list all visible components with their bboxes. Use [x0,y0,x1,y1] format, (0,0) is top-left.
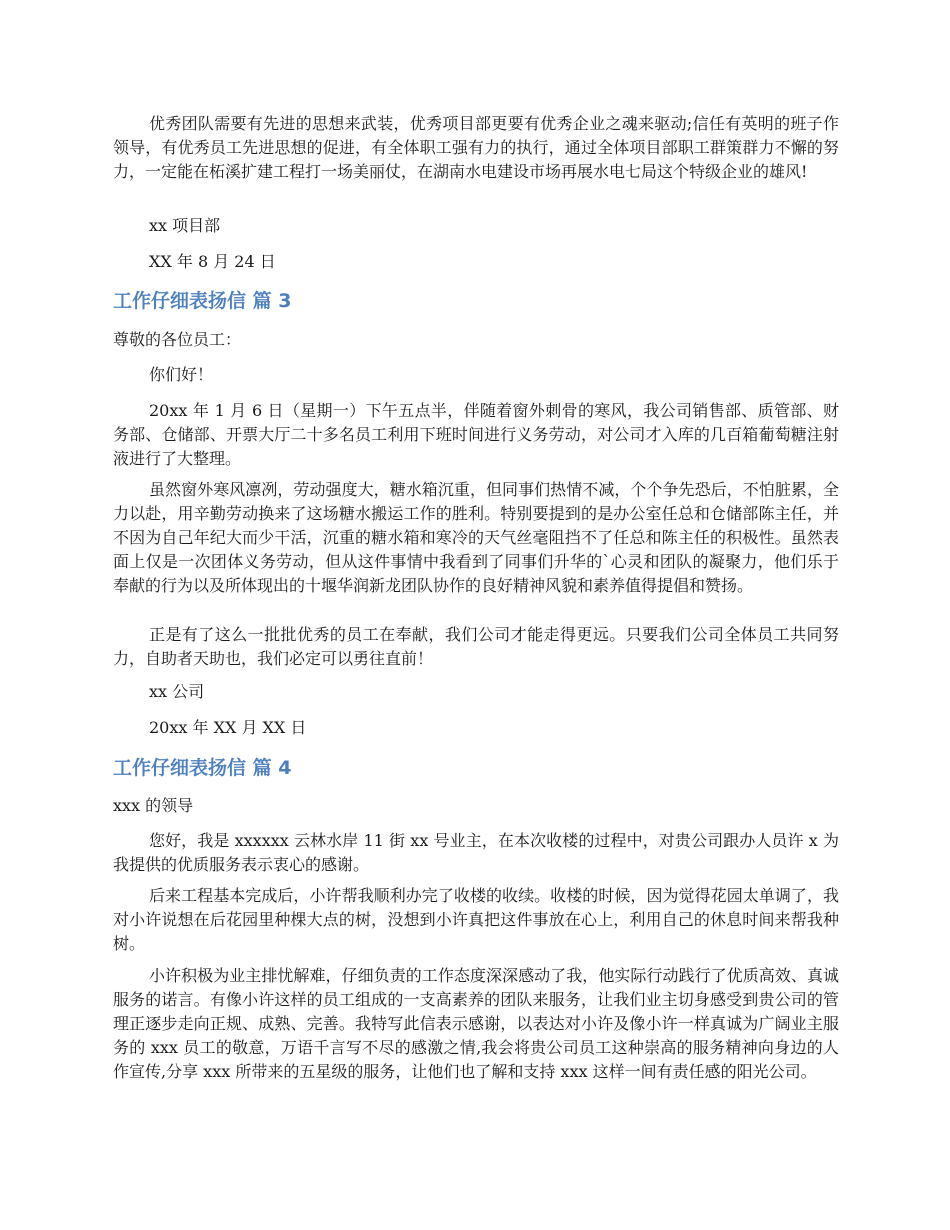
greeting [113,794,839,818]
signature-company: xx 公司 [149,682,205,701]
section-title: 工作仔细表扬信 篇 4 [113,757,292,779]
body-paragraph: 20xx 年 1 月 6 日（星期一）下午五点半，伴随着窗外刺骨的寒风，我公司销售部、质管部、财务部、仓储部、开票大厅二十多名员工利用下班时间进行义务劳动，对公司才入库的几百箱葡萄糖注射液进行了大整理。 [113,401,839,468]
section-title: 工作仔细表扬信 篇 3 [113,290,292,312]
body-paragraph: 小许积极为业主排忧解难，仔细负责的工作态度深深感动了我，他实际行动践行了优质高效、真诚服务的诺言。有像小许这样的员工组成的一支高素养的团队来服务，让我们业主切身感受到贵公司的管理正逐步走向正规、成熟、完善。我特写此信表示感谢，以表达对小许及像小许一样真诚为广阔业主服务的 xxx 员工的敬意，万语千言写不尽的感激之情,我会将贵公司员工这种崇高的服务精神向身边的人作宣传,分享 xxx 所带来的五星级的服务，让他们也了解和支持 xxx 这样一间有责任感的阳光公司。 [113,966,839,1081]
salutation [113,363,839,387]
signature-department: xx 项目部 [149,216,221,235]
body-paragraph-block [113,623,839,671]
section-heading-4 [113,756,839,780]
date-line [113,250,839,274]
body-paragraph-block [113,478,839,598]
body-paragraph: 后来工程基本完成后，小许帮我顺利办完了收楼的收续。收楼的时候，因为觉得花园太单调了，我对小许说想在后花园里种棵大点的树，没想到小许真把这件事放在心上，利用自己的休息时间来帮我种树。 [113,886,839,953]
closing-paragraph [113,112,839,184]
body-paragraph: 虽然窗外寒风凛冽，劳动强度大，糖水箱沉重，但同事们热情不减，个个争先恐后，不怕脏累，全力以赴，用辛勤劳动换来了这场糖水搬运工作的胜利。特别要提到的是办公室任总和仓储部陈主任，并不因为自己年纪大而少干活，沉重的糖水箱和寒冷的天气丝毫阻挡不了任总和陈主任的积极性。虽然表面上仅是一次团体义务劳动，但从这件事情中我看到了同事们升华的`心灵和团队的凝聚力，他们乐于奉献的行为以及所体现出的十堰华润新龙团队协作的良好精神风貌和素养值得提倡和赞扬。 [113,480,839,595]
greeting-text: xxx 的领导 [113,796,194,815]
body-paragraph-block [113,964,839,1084]
signature-date: 20xx 年 XX 月 XX 日 [149,718,307,737]
body-paragraph: 您好，我是 xxxxxx 云林水岸 11 街 xx 号业主，在本次收楼的过程中，对贵公司跟办人员许 x 为我提供的优质服务表示衷心的感谢。 [113,831,839,874]
date-line [113,716,839,740]
body-paragraph-block [113,884,839,956]
body-paragraph: 优秀团队需要有先进的思想来武装，优秀项目部更要有优秀企业之魂来驱动;信任有英明的班子作领导，有优秀员工先进思想的促进，有全体职工强有力的执行，通过全体项目部职工群策群力不懈的努力，一定能在柘溪扩建工程打一场美丽仗，在湖南水电建设市场再展水电七局这个特级企业的雄风! [113,114,839,181]
section-heading-3 [113,289,839,313]
body-paragraph-block [113,399,839,471]
greeting [113,328,839,352]
signature-line [113,680,839,704]
signature-line [113,214,839,238]
body-paragraph: 正是有了这么一批批优秀的员工在奉献，我们公司才能走得更远。只要我们公司全体员工共同努力，自助者天助也，我们必定可以勇往直前！ [113,625,839,668]
greeting-text: 尊敬的各位员工： [113,330,242,349]
salutation-text: 你们好！ [149,365,214,384]
signature-date: XX 年 8 月 24 日 [149,252,276,271]
body-paragraph-block [113,829,839,877]
